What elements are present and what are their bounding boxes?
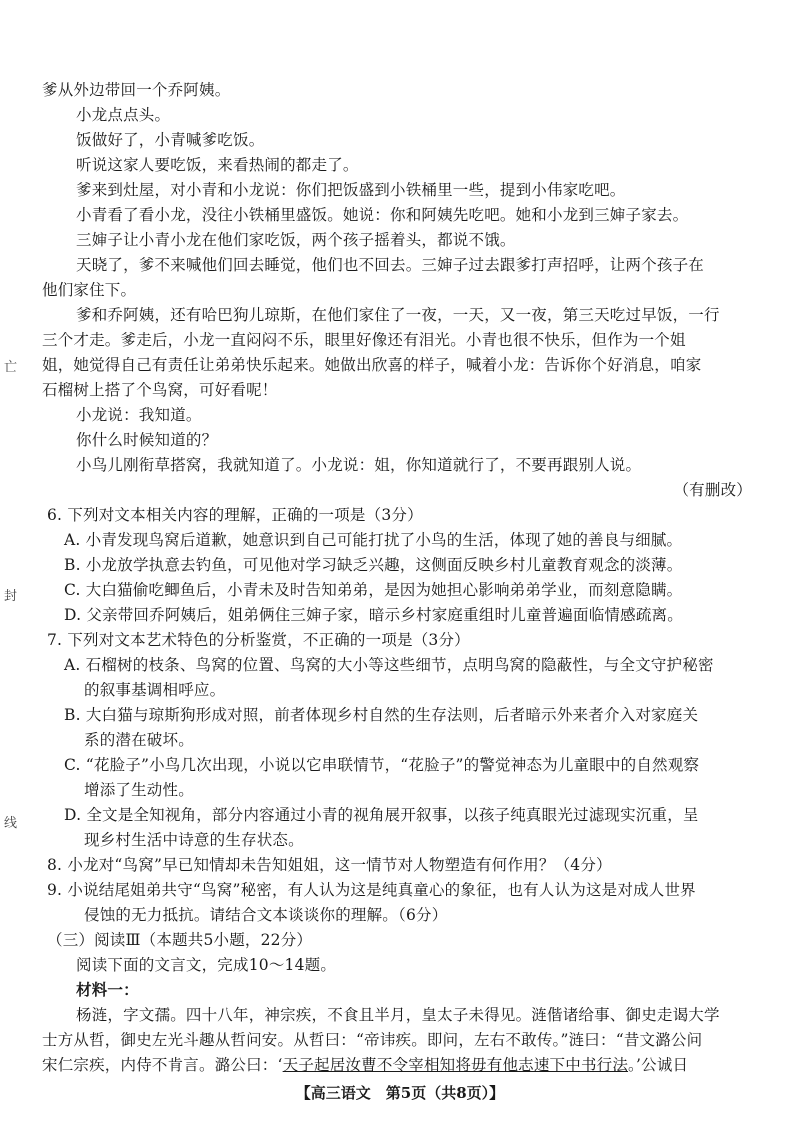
material-label: 材料一：: [76, 980, 139, 999]
story-line: 他们家住下。: [42, 281, 137, 299]
story-line: 爹来到灶屋，对小青和小龙说：你们把饭盛到小铁桶里一些，提到小伟家吃吧。: [76, 181, 626, 199]
question-8: 8. 小龙对“鸟窝”早已知情却未告知姐姐，这一情节对人物塑造有何作用？（4分）: [47, 856, 612, 874]
question-9: 9. 小说结尾姐弟共守“鸟窝”秘密，有人认为这是纯真童心的象征，也有人认为这是对成人世界: [47, 881, 696, 899]
story-line: 三婶子让小青小龙在他们家吃饭，两个孩子摇着头，都说不饿。: [76, 231, 516, 249]
section-instruction: 阅读下面的文言文，完成10～14题。: [76, 956, 337, 974]
page-footer: 【高三语文 第5页（共8页）】: [295, 1084, 505, 1102]
classical-text-line: 杨涟，字文孺。四十八年，神宗疾，不食且半月，皇太子未得见。涟偕诸给事、御史走谒大学: [76, 1006, 720, 1024]
story-line: 小龙说：我知道。: [76, 406, 202, 424]
story-line: 你什么时候知道的？: [76, 431, 218, 449]
story-line: 爹从外边带回一个乔阿姨。: [42, 81, 231, 99]
story-line: 石榴树上搭了个鸟窝，可好看呢！: [42, 381, 278, 399]
classical-text-post: 。’公诚日: [628, 1056, 689, 1074]
question-7-option-a: A. 石榴树的枝条、鸟窝的位置、鸟窝的大小等这些细节，点明鸟窝的隐蔽性，与全文守护秘密: [64, 656, 714, 674]
story-line: 天晓了，爹不来喊他们回去睡觉，他们也不回去。三婶子过去跟爹打声招呼，让两个孩子在: [76, 256, 705, 274]
question-7-option-d: D. 全文是全知视角，部分内容通过小青的视角展开叙事，以孩子纯真眼光过滤现实沉重，呈: [64, 806, 699, 824]
story-line: 小青看了看小龙，没往小铁桶里盛饭。她说：你和阿姨先吃吧。她和小龙到三婶子家去。: [76, 206, 689, 224]
classical-text-line: 士方从哲，御史左光斗趣从哲问安。从哲曰：“帝讳疾。即问，左右不敢传。”涟曰：“昔文潞公问: [42, 1031, 703, 1049]
question-6-stem: 6. 下列对文本相关内容的理解，正确的一项是（3分）: [47, 506, 423, 524]
question-7-option-c: C. “花脸子”小鸟几次出现，小说以它串联情节，“花脸子”的警觉神态为儿童眼中的自然观察: [64, 756, 700, 774]
margin-mark: 亡: [4, 360, 18, 375]
story-line: 姐，她觉得自己有责任让弟弟快乐起来。她做出欣喜的样子，喊着小龙：告诉你个好消息，咱家: [42, 356, 702, 374]
story-line: 小鸟儿刚衔草搭窝，我就知道了。小龙说：姐，你知道就行了，不要再跟别人说。: [76, 456, 642, 474]
question-7-option-b-cont: 系的潜在破坏。: [84, 731, 194, 749]
story-line: 三个才走。爹走后，小龙一直闷闷不乐，眼里好像还有泪光。小青也很不快乐，但作为一个姐: [42, 331, 686, 349]
question-9-cont: 侵蚀的无力抵抗。请结合文本谈谈你的理解。（6分）: [84, 906, 448, 924]
classical-text-line: [42, 1054, 688, 1076]
margin-mark: 封: [4, 589, 18, 604]
story-line: 小龙点点头。: [76, 106, 171, 124]
question-6-option-d: D. 父亲带回乔阿姨后，姐弟俩住三婶子家，暗示乡村家庭重组时儿童普遍面临情感疏离。: [64, 606, 683, 624]
question-6-option-c: C. 大白猫偷吃鲫鱼后，小青未及时告知弟弟，是因为她担心影响弟弟学业，而刻意隐瞒。: [64, 581, 683, 599]
story-line: 饭做好了，小青喊爹吃饭。: [76, 131, 265, 149]
margin-mark: 线: [4, 816, 18, 831]
question-6-option-b: B. 小龙放学执意去钓鱼，可见他对学习缺乏兴趣，这侧面反映乡村儿童教育观念的淡薄。: [64, 556, 683, 574]
question-7-option-b: B. 大白猫与琼斯狗形成对照，前者体现乡村自然的生存法则，后者暗示外来者介入对家庭关: [64, 706, 699, 724]
story-line: 爹和乔阿姨，还有哈巴狗儿琼斯，在他们家住了一夜，一天，又一夜，第三天吃过早饭，一行: [76, 306, 720, 324]
underlined-passage: 天子起居汝曹不令宰相知将毋有他志速下中书行法: [282, 1056, 629, 1074]
question-7-option-d-cont: 现乡村生活中诗意的生存状态。: [84, 831, 304, 849]
source-note: （有删改）: [673, 481, 752, 499]
question-6-option-a: A. 小青发现鸟窝后道歉，她意识到自己可能打扰了小鸟的生活，体现了她的善良与细腻。: [64, 531, 683, 549]
question-7-stem: 7. 下列对文本艺术特色的分析鉴赏，不正确的一项是（3分）: [47, 631, 470, 649]
story-line: 听说这家人要吃饭，来看热闹的都走了。: [76, 156, 359, 174]
question-7-option-a-cont: 的叙事基调相呼应。: [84, 681, 226, 699]
section-heading: （三）阅读Ⅲ（本题共5小题，22分）: [47, 931, 313, 949]
question-7-option-c-cont: 增添了生动性。: [84, 781, 194, 799]
classical-text-pre: 宋仁宗疾，内侍不肯言。潞公曰：‘: [42, 1056, 283, 1074]
